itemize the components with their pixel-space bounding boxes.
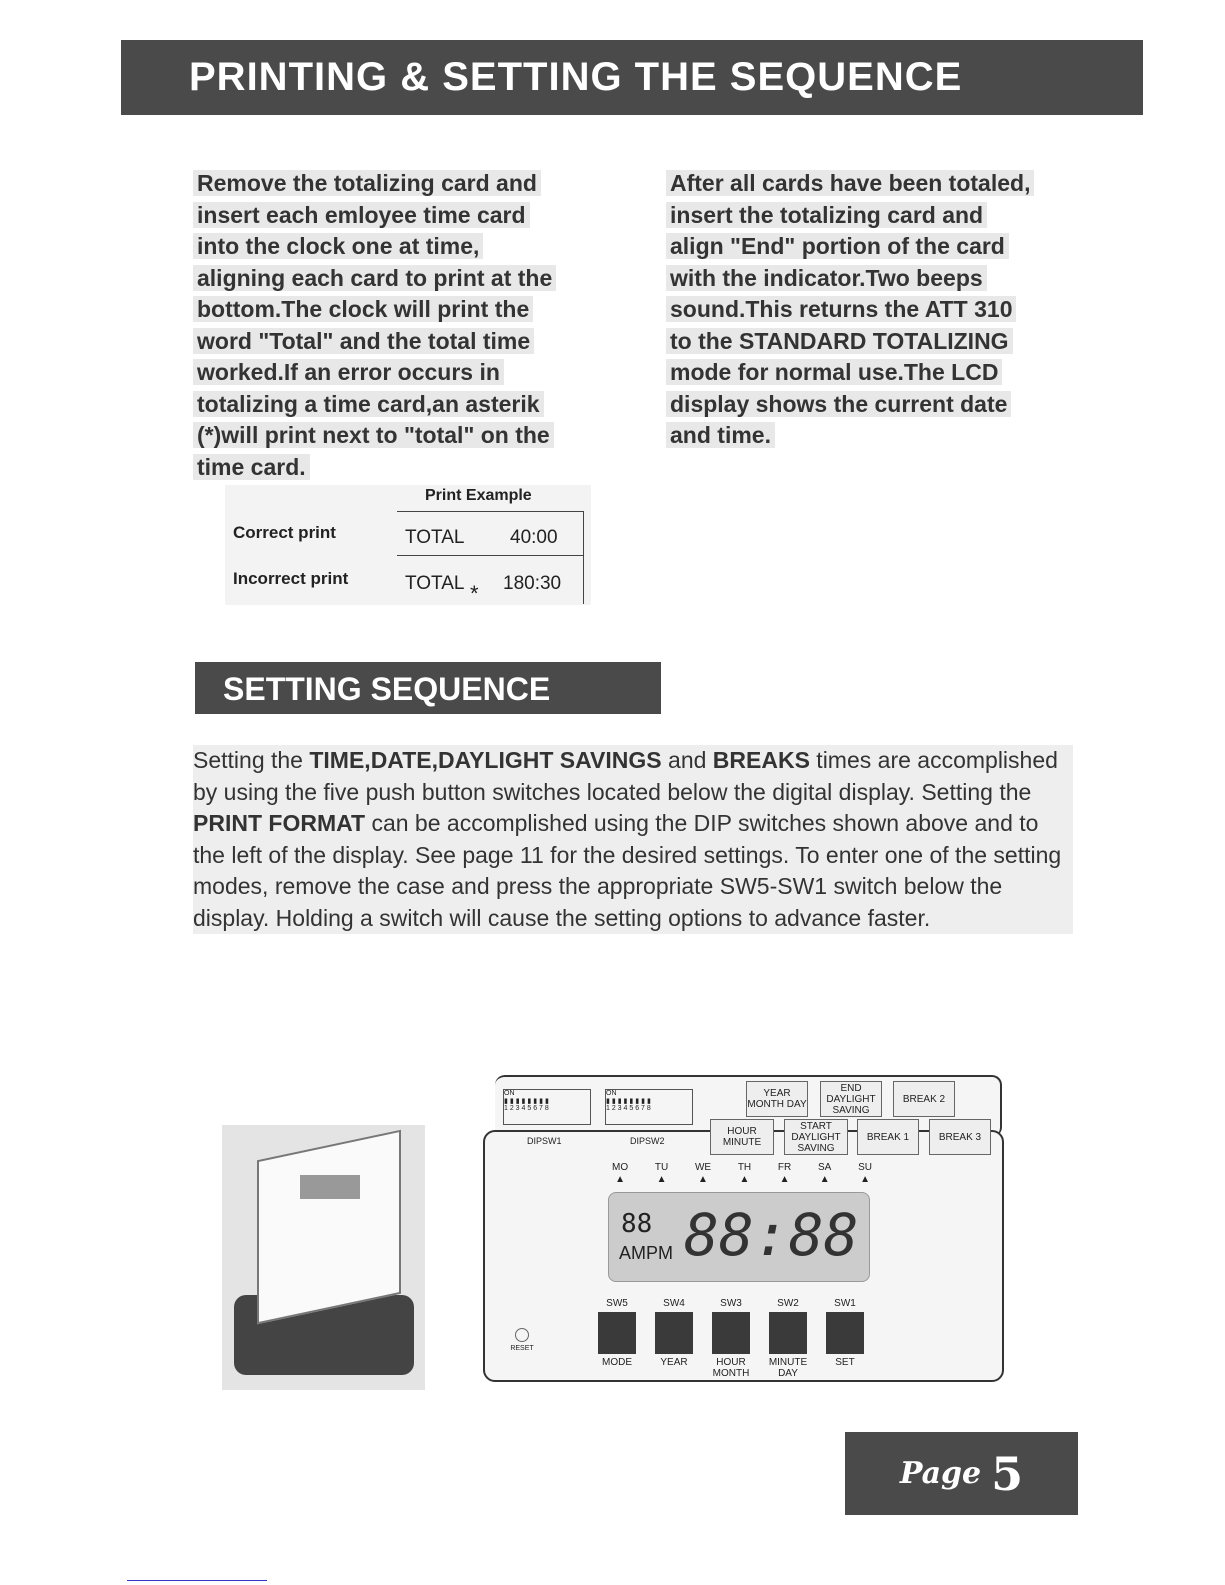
text-line: mode for normal use.The LCD	[666, 359, 1002, 385]
text-line: and time.	[666, 422, 775, 448]
text-line: (*)will print next to "total" on the	[193, 422, 554, 448]
day-indicator: TU ▲	[654, 1162, 669, 1185]
time-clock-photo	[222, 1125, 425, 1390]
hour-minute-label: HOUR MINUTE	[710, 1119, 774, 1155]
switch-sw1[interactable]: SW1 SET	[820, 1298, 870, 1379]
left-column-text	[193, 168, 613, 483]
year-month-day-label: YEAR MONTH DAY	[746, 1081, 808, 1117]
dipsw1-label: DIPSW1	[527, 1136, 562, 1146]
text-line: After all cards have been totaled,	[666, 170, 1034, 196]
row-value: 180:30	[503, 573, 562, 594]
text-line: to the STANDARD TOTALIZING	[666, 328, 1013, 354]
text-line: aligning each card to print at the	[193, 265, 556, 291]
text-line: into the clock one at time,	[193, 233, 483, 259]
text-line: word "Total" and the total time	[193, 328, 534, 354]
bold-term: BREAKS	[712, 747, 810, 773]
day-indicator: SU ▲	[858, 1162, 872, 1185]
text-line: totalizing a time card,an asterik	[193, 391, 544, 417]
row-value: 40:00	[510, 527, 558, 548]
break-2-label: BREAK 2	[893, 1081, 955, 1117]
day-indicators	[612, 1162, 872, 1186]
text-line: with the indicator.Two beeps	[666, 265, 987, 291]
text-segment: times are accomplished by using the five push button switches located below the digital display. Setting the	[193, 747, 1058, 805]
dip-switch-2: ON ▮▮▮▮▮▮▮▮ 1 2 3 4 5 6 7 8	[605, 1089, 693, 1125]
print-example-table	[225, 485, 591, 605]
day-indicator: FR ▲	[777, 1162, 792, 1185]
text-line: insert the totalizing card and	[666, 202, 987, 228]
page-number-badge: Page 5	[845, 1432, 1078, 1515]
lcd-small-digits: 88	[621, 1209, 653, 1239]
text-segment: Setting the	[193, 747, 310, 773]
day-indicator: MO ▲	[612, 1162, 629, 1185]
break-1-label: BREAK 1	[857, 1119, 919, 1155]
text-line: worked.If an error occurs in	[193, 359, 504, 385]
break-3-label: BREAK 3	[929, 1119, 991, 1155]
text-segment: can be accomplished using the DIP switches shown above and to the left of the display. See page 11 for the desired settings. To enter one of the setting modes, remove the case and press the appropriate SW5-SW1 switch below the display. Holding a switch will cause the setting options to advance faster.	[193, 810, 1062, 931]
row-label: Incorrect print	[233, 569, 349, 588]
row-word: TOTAL	[405, 527, 465, 548]
lcd-ampm: AMPM	[619, 1243, 673, 1263]
section-header: SETTING SEQUENCE	[195, 662, 661, 714]
text-line: bottom.The clock will print the	[193, 296, 533, 322]
header-title: PRINTING & SETTING THE SEQUENCE	[189, 55, 963, 99]
text-line: time card.	[193, 454, 310, 480]
end-daylight-saving-label: END DAYLIGHT SAVING	[820, 1081, 882, 1117]
switch-sw2[interactable]: SW2 MINUTE DAY	[768, 1298, 808, 1379]
lcd-display	[608, 1192, 870, 1282]
switch-sw4[interactable]: SW4 YEAR	[649, 1298, 699, 1379]
lcd-time: 88:88	[684, 1201, 859, 1269]
switch-row	[592, 1298, 870, 1379]
day-indicator: SA ▲	[818, 1162, 832, 1185]
print-example-title: Print Example	[425, 487, 532, 504]
page-header	[121, 40, 1143, 115]
text-line: Remove the totalizing card and	[193, 170, 541, 196]
right-column-text	[666, 168, 1086, 452]
switch-sw5[interactable]: SW5 MODE	[592, 1298, 642, 1379]
setting-paragraph	[193, 745, 1073, 934]
reset-button[interactable]: RESET	[508, 1328, 536, 1352]
bold-term: TIME,DATE,DAYLIGHT SAVINGS	[309, 747, 662, 773]
day-indicator: WE ▲	[694, 1162, 712, 1185]
dip-switch-1: ON ▮▮▮▮▮▮▮▮ 1 2 3 4 5 6 7 8	[503, 1089, 591, 1125]
text-line: insert each emloyee time card	[193, 202, 530, 228]
switch-sw3[interactable]: SW3 HOUR MONTH	[712, 1298, 750, 1379]
bold-term: PRINT FORMAT	[193, 810, 366, 836]
text-line: display shows the current date	[666, 391, 1011, 417]
row-word: TOTAL	[405, 573, 465, 594]
text-line: sound.This returns the ATT 310	[666, 296, 1016, 322]
day-indicator: TH ▲	[737, 1162, 752, 1185]
row-label: Correct print	[233, 523, 336, 542]
asterisk-mark: *	[470, 581, 479, 606]
dipsw2-label: DIPSW2	[630, 1136, 665, 1146]
text-segment: and	[661, 747, 713, 773]
start-daylight-saving-label: START DAYLIGHT SAVING	[784, 1119, 848, 1155]
text-line: align "End" portion of the card	[666, 233, 1009, 259]
